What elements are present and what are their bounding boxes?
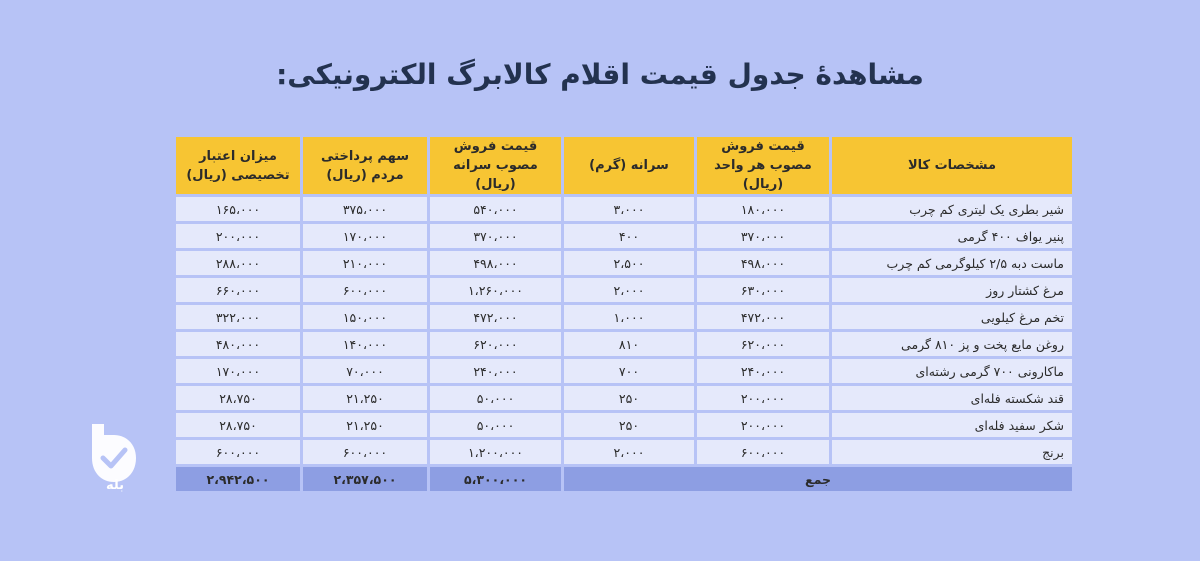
table-row <box>176 440 1072 464</box>
cell-credit: ۲۰۰،۰۰۰ <box>176 224 300 248</box>
cell-per-capita: ۲۵۰ <box>564 413 694 437</box>
total-row <box>176 467 1072 491</box>
table-row <box>176 251 1072 275</box>
cell-per-capita-price: ۵۰،۰۰۰ <box>430 386 561 410</box>
header-public-share: سهم پرداختی مردم (ریال) <box>303 137 427 194</box>
logo-text: بله <box>105 478 125 493</box>
header-per-capita: سرانه (گرم) <box>564 137 694 194</box>
cell-public-share: ۶۰۰،۰۰۰ <box>303 440 427 464</box>
cell-credit: ۲۸،۷۵۰ <box>176 386 300 410</box>
cell-unit-price: ۳۷۰،۰۰۰ <box>697 224 829 248</box>
cell-per-capita-price: ۲۴۰،۰۰۰ <box>430 359 561 383</box>
header-per-capita-price: قیمت فروش مصوب سرانه (ریال) <box>430 137 561 194</box>
cell-item: ماکارونی ۷۰۰ گرمی رشته‌ای <box>832 359 1072 383</box>
cell-unit-price: ۶۳۰،۰۰۰ <box>697 278 829 302</box>
total-label: جمع <box>564 467 1072 491</box>
cell-unit-price: ۶۰۰،۰۰۰ <box>697 440 829 464</box>
cell-per-capita-price: ۵۴۰،۰۰۰ <box>430 197 561 221</box>
cell-per-capita: ۱،۰۰۰ <box>564 305 694 329</box>
cell-per-capita: ۲،۰۰۰ <box>564 440 694 464</box>
cell-credit: ۴۸۰،۰۰۰ <box>176 332 300 356</box>
table-row <box>176 224 1072 248</box>
cell-credit: ۶۰۰،۰۰۰ <box>176 440 300 464</box>
cell-item: قند شکسته فله‌ای <box>832 386 1072 410</box>
total-per-capita-price: ۵،۳۰۰،۰۰۰ <box>430 467 561 491</box>
total-credit: ۲،۹۴۲،۵۰۰ <box>176 467 300 491</box>
page-title: مشاهدهٔ جدول قیمت اقلام کالابرگ الکترونیکی: <box>276 58 924 91</box>
header-credit: میزان اعتبار تخصیصی (ریال) <box>176 137 300 194</box>
cell-unit-price: ۴۷۲،۰۰۰ <box>697 305 829 329</box>
cell-credit: ۱۷۰،۰۰۰ <box>176 359 300 383</box>
table-row <box>176 305 1072 329</box>
cell-per-capita-price: ۶۲۰،۰۰۰ <box>430 332 561 356</box>
cell-credit: ۳۲۲،۰۰۰ <box>176 305 300 329</box>
cell-unit-price: ۲۴۰،۰۰۰ <box>697 359 829 383</box>
cell-unit-price: ۲۰۰،۰۰۰ <box>697 386 829 410</box>
cell-public-share: ۱۴۰،۰۰۰ <box>303 332 427 356</box>
table-row <box>176 386 1072 410</box>
cell-item: شیر بطری یک لیتری کم چرب <box>832 197 1072 221</box>
cell-item: ماست دبه ۲/۵ کیلوگرمی کم چرب <box>832 251 1072 275</box>
cell-per-capita-price: ۴۷۲،۰۰۰ <box>430 305 561 329</box>
price-table-container <box>176 137 1064 494</box>
cell-per-capita-price: ۱،۲۶۰،۰۰۰ <box>430 278 561 302</box>
cell-per-capita: ۲،۰۰۰ <box>564 278 694 302</box>
cell-public-share: ۶۰۰،۰۰۰ <box>303 278 427 302</box>
cell-per-capita-price: ۴۹۸،۰۰۰ <box>430 251 561 275</box>
cell-credit: ۲۸،۷۵۰ <box>176 413 300 437</box>
cell-credit: ۱۶۵،۰۰۰ <box>176 197 300 221</box>
table-row <box>176 332 1072 356</box>
cell-unit-price: ۴۹۸،۰۰۰ <box>697 251 829 275</box>
cell-per-capita: ۲،۵۰۰ <box>564 251 694 275</box>
table-row <box>176 197 1072 221</box>
cell-public-share: ۳۷۵،۰۰۰ <box>303 197 427 221</box>
cell-credit: ۲۸۸،۰۰۰ <box>176 251 300 275</box>
table-header-row <box>176 137 1072 194</box>
header-item: مشخصات کالا <box>832 137 1072 194</box>
cell-public-share: ۲۱،۲۵۰ <box>303 386 427 410</box>
cell-unit-price: ۲۰۰،۰۰۰ <box>697 413 829 437</box>
cell-per-capita-price: ۵۰،۰۰۰ <box>430 413 561 437</box>
cell-per-capita: ۲۵۰ <box>564 386 694 410</box>
table-row <box>176 413 1072 437</box>
cell-per-capita: ۸۱۰ <box>564 332 694 356</box>
total-public-share: ۲،۳۵۷،۵۰۰ <box>303 467 427 491</box>
cell-unit-price: ۱۸۰،۰۰۰ <box>697 197 829 221</box>
cell-unit-price: ۶۲۰،۰۰۰ <box>697 332 829 356</box>
cell-item: مرغ کشتار روز <box>832 278 1072 302</box>
cell-item: روغن مایع پخت و پز ۸۱۰ گرمی <box>832 332 1072 356</box>
cell-item: پنیر یواف ۴۰۰ گرمی <box>832 224 1072 248</box>
cell-public-share: ۲۱،۲۵۰ <box>303 413 427 437</box>
cell-per-capita-price: ۱،۲۰۰،۰۰۰ <box>430 440 561 464</box>
table-row <box>176 359 1072 383</box>
cell-public-share: ۲۱۰،۰۰۰ <box>303 251 427 275</box>
cell-item: برنج <box>832 440 1072 464</box>
cell-credit: ۶۶۰،۰۰۰ <box>176 278 300 302</box>
price-table <box>173 134 1075 494</box>
cell-public-share: ۱۷۰،۰۰۰ <box>303 224 427 248</box>
cell-per-capita: ۷۰۰ <box>564 359 694 383</box>
cell-per-capita: ۳،۰۰۰ <box>564 197 694 221</box>
cell-per-capita: ۴۰۰ <box>564 224 694 248</box>
cell-public-share: ۷۰،۰۰۰ <box>303 359 427 383</box>
cell-per-capita-price: ۳۷۰،۰۰۰ <box>430 224 561 248</box>
table-body <box>176 197 1072 464</box>
cell-item: تخم مرغ کیلویی <box>832 305 1072 329</box>
table-row <box>176 278 1072 302</box>
cell-public-share: ۱۵۰،۰۰۰ <box>303 305 427 329</box>
cell-item: شکر سفید فله‌ای <box>832 413 1072 437</box>
header-unit-price: قیمت فروش مصوب هر واحد (ریال) <box>697 137 829 194</box>
